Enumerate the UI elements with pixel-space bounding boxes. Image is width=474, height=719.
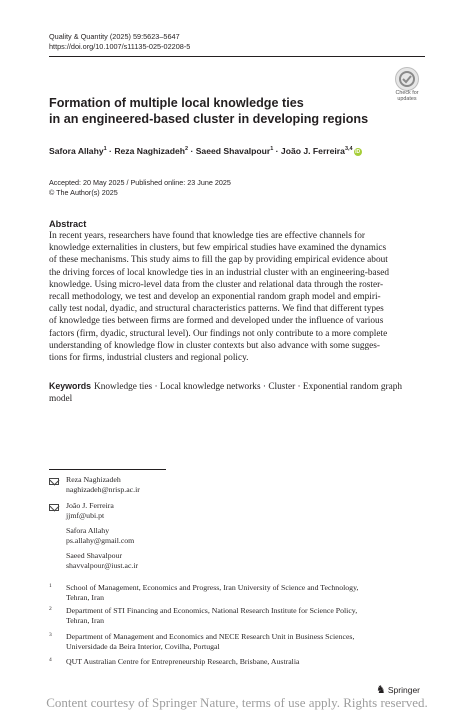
abstract-line: knowledge. Using micro-level data from the cluster and relational data through the roster- xyxy=(49,279,384,290)
contact-email[interactable]: naghizadeh@nrisp.ac.ir xyxy=(66,485,140,495)
affiliation-line: QUT Australian Centre for Entrepreneurship Research, Brisbane, Australia xyxy=(66,657,300,666)
envelope-icon xyxy=(49,478,59,485)
author-name[interactable]: João J. Ferreira xyxy=(280,146,345,156)
article-dates xyxy=(49,178,231,197)
affiliation-number: 2 xyxy=(49,606,52,612)
author-name[interactable]: Saeed Shavalpour xyxy=(195,146,271,156)
springer-horse-icon: ♞ xyxy=(376,684,386,696)
abstract-line: the driving forces of local knowledge ties in an industrial cluster with an engineering-based xyxy=(49,267,390,278)
affiliation-line: Department of STI Financing and Economics, National Research Institute for Science Policy, xyxy=(66,606,358,615)
badge-line2: updates xyxy=(397,95,417,102)
affiliation-number: 3 xyxy=(49,632,52,638)
author-name[interactable]: Safora Allahy xyxy=(49,146,104,156)
author-separator: · xyxy=(273,146,281,156)
affiliation-line: Universidade da Beira Interior, Covilha, Portugal xyxy=(66,642,220,652)
author-affil-sup: 3,4 xyxy=(344,146,353,153)
author-list xyxy=(49,146,362,156)
doi-link[interactable]: https://doi.org/10.1007/s11135-025-02208-5 xyxy=(49,42,191,51)
abstract-line: tions for firms, industrial clusters and regional policy. xyxy=(49,353,249,364)
contact-entry xyxy=(66,551,138,572)
check-updates-icon xyxy=(395,67,419,91)
affiliation-number: 4 xyxy=(49,657,52,663)
abstract-line: recall methodology, we test and develop an exponential random graph model and empiri- xyxy=(49,292,381,303)
contact-email[interactable]: shavvalpour@iust.ac.ir xyxy=(66,561,139,571)
author-name[interactable]: Reza Naghizadeh xyxy=(114,146,185,156)
title-line-1: Formation of multiple local knowledge ties xyxy=(49,96,304,110)
abstract-line: factors (firm, dyadic, structural level). Our findings not only contribute to a more complete xyxy=(49,328,388,339)
abstract-line: knowledge externalities in clusters, but few empirical studies have examined the dynamics xyxy=(49,243,387,254)
affiliation-line: Tehran, Iran xyxy=(66,616,104,626)
journal-header xyxy=(49,32,190,52)
keywords-text: Knowledge ties · Local knowledge networks · Cluster · Exponential random graph model xyxy=(49,382,403,405)
abstract-line: of these mechanisms. This study aims to fill the gap by providing empirical evidence about xyxy=(49,255,388,266)
contact-name: Saeed Shavalpour xyxy=(66,551,123,560)
abstract-heading: Abstract xyxy=(49,219,87,229)
author-affil-sup: 1 xyxy=(103,146,107,153)
keywords-section xyxy=(49,380,425,405)
contact-entry xyxy=(66,526,134,547)
contact-email[interactable]: jjmf@ubi.pt xyxy=(66,511,105,521)
orcid-icon[interactable]: iD xyxy=(355,149,361,155)
contact-name: João J. Ferreira xyxy=(66,501,114,510)
contact-email[interactable]: ps.allahy@gmail.com xyxy=(66,536,135,546)
article-title xyxy=(49,95,389,127)
abstract-line: In recent years, researchers have found that knowledge ties are effective channels for xyxy=(49,231,366,241)
affiliation-line: Department of Management and Economics and NECE Research Unit in Business Sciences, xyxy=(66,632,355,641)
copyright-line: © The Author(s) 2025 xyxy=(49,187,118,197)
check-for-updates-badge[interactable] xyxy=(391,67,423,101)
author-affil-sup: 2 xyxy=(185,146,189,153)
contact-name: Reza Naghizadeh xyxy=(66,475,121,484)
publisher-name: Springer xyxy=(387,685,421,695)
courtesy-notice: Content courtesy of Springer Nature, terms of use apply. Rights reserved. xyxy=(46,695,428,710)
contact-entry xyxy=(66,501,114,522)
affiliation-line: School of Management, Economics and Progress, Iran University of Science and Technology, xyxy=(66,583,359,592)
keywords-label: Keywords xyxy=(49,381,92,391)
title-line-2: in an engineered-based cluster in developing regions xyxy=(49,112,369,126)
affiliation-line: Tehran, Iran xyxy=(66,593,104,603)
journal-citation: Quality & Quantity (2025) 59:5623–5647 xyxy=(49,32,180,41)
abstract-line: of knowledge ties between firms are formed and developed under the influence of various xyxy=(49,316,384,327)
abstract-line: understanding of knowledge flow in cluster contexts but also advance with some sugges- xyxy=(49,340,380,351)
header-rule xyxy=(49,56,425,57)
author-separator: · xyxy=(188,146,196,156)
contact-name: Safora Allahy xyxy=(66,526,110,535)
author-affil-sup: 1 xyxy=(270,146,274,153)
accepted-published-dates: Accepted: 20 May 2025 / Published online: 23 June 2025 xyxy=(49,178,231,187)
abstract-line: cally test nodal, dyadic, and structural characteristics patterns. We find that different types xyxy=(49,304,384,315)
abstract-body xyxy=(49,230,425,364)
envelope-icon xyxy=(49,504,59,511)
contact-entry xyxy=(66,475,140,496)
badge-line1: Check for xyxy=(395,90,419,96)
affiliation-number: 1 xyxy=(49,583,52,589)
footnote-rule xyxy=(49,469,166,470)
author-separator: · xyxy=(106,146,115,156)
